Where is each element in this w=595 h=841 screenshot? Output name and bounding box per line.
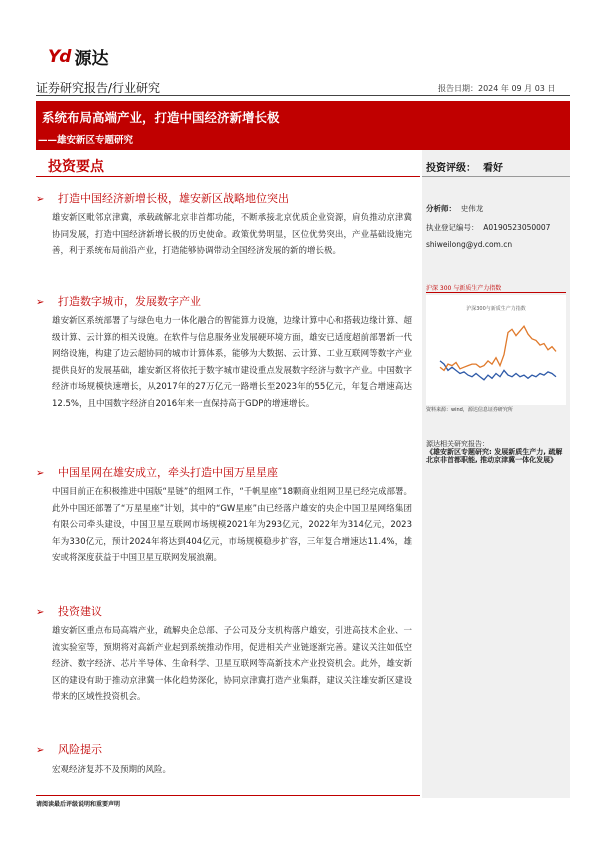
related-reports-label: 源达相关研究报告： <box>426 440 489 448</box>
chevron-right-icon: ➢ <box>36 607 45 618</box>
chart-title: 沪深300与新质生产力指数 <box>466 306 526 312</box>
sidebar <box>422 150 570 798</box>
chart-svg <box>426 295 566 405</box>
rating-divider <box>422 176 570 177</box>
heading-1: ➢ 打造中国经济新增长极，雄安新区战略地位突出 <box>36 192 289 205</box>
paragraph-2: 雄安新区系统部署了与绿色电力一体化融合的智能算力设施，边缘计算中心和搭载边缘计算、超级计算、云计算的相关设施。在软件与信息服务业发展硬环境方面，雄安已适度超前部署新一代网络设施，构建了边云超协同的城市计算体系，能够为大数据、云计算、工业互联网等数字产业提供良好的发展基础，雄安新区将依托于数字城市建设重点发展数字经济与数字产业。中国数字经济市场规模快速增长，从2017年的27万亿元一路增长至2023年的55亿元，年复合增速高达12.5%，且中国数字经济自2016年来一直保持高于GDP的增速增长。 <box>52 316 412 409</box>
analyst-line: 分析师： 史伟龙 <box>426 204 484 213</box>
heading-3: ➢ 中国星网在雄安成立，牵头打造中国万星星座 <box>36 466 278 479</box>
analyst-email: shiweilong@yd.com.cn <box>426 240 513 249</box>
registration-line: 执业登记编号： A0190523050007 <box>426 223 551 232</box>
chart-caption: 沪深 300 与新质生产力指数 <box>426 285 502 292</box>
footer-disclaimer: 请阅读最后评级说明和重要声明 <box>36 801 121 808</box>
logo-name: 源达 <box>74 49 109 69</box>
paragraph-5: 宏观经济复苏不及预期的风险。 <box>52 765 172 775</box>
header-divider <box>36 95 570 96</box>
chevron-right-icon: ➢ <box>36 468 45 479</box>
chevron-right-icon: ➢ <box>36 745 45 756</box>
heading-4: ➢ 投资建议 <box>36 605 102 618</box>
company-logo <box>48 44 108 69</box>
paragraph-1: 雄安新区毗邻京津冀，承载疏解北京非首都功能，不断承接北京优质企业资源，肩负推动京津冀协同发展，打造中国经济新增长极的历史使命。政策优势明显，区位优势突出，产业基础设施完善，利于系统布局前沿产业，打造能够协调带动全国经济发展的新的增长极。 <box>52 213 412 257</box>
report-subtitle: ——雄安新区专题研究 <box>38 135 134 146</box>
related-reports <box>426 440 568 464</box>
section-divider <box>36 176 420 177</box>
index-chart <box>426 283 566 413</box>
chevron-right-icon: ➢ <box>36 194 45 205</box>
report-date: 报告日期：2024 年 09 月 03 日 <box>438 84 556 93</box>
chevron-right-icon: ➢ <box>36 297 45 308</box>
footer-divider <box>36 795 420 796</box>
investment-rating: 投资评级： 看好 <box>426 163 503 174</box>
chart-source: 资料来源：wind，源达信息证券研究所 <box>426 407 513 413</box>
related-report-link[interactable]: 《雄安新区专题研究: 发展新质生产力, 疏解北京非首都职能, 推动京津冀一体化发展》 <box>426 448 563 464</box>
chart-caption-divider <box>426 292 566 293</box>
section-title: 投资要点 <box>48 159 104 175</box>
logo-mark: Yd <box>48 46 71 67</box>
report-title: 系统布局高端产业，打造中国经济新增长极 <box>42 110 280 125</box>
title-banner <box>36 101 570 150</box>
heading-2: ➢ 打造数字城市，发展数字产业 <box>36 295 201 308</box>
paragraph-3: 中国目前正在积极推进中国版“星链”的组网工作，“千帆星座”18颗商业组网卫星已经完成部署。此外中国还部署了“万星星座”计划，其中的“GW星座”由已经落户雄安的央企中国卫星网络集团有限公司牵头建设，中国卫星互联网市场规模2021年为293亿元，2022年为314亿元，2023年为330亿元，预计2024年将达到404亿元，市场规模稳步扩容，三年复合增速达11.4%，雄安或将深度获益于中国卫星互联网发展浪潮。 <box>52 487 412 564</box>
paragraph-4: 雄安新区重点布局高端产业，疏解央企总部、子公司及分支机构落户雄安，引进高技术企业、一流实验室等，预期将对高新产业起到系统推动作用，促进相关产业链逐渐完善。建议关注如低空经济、数字经济、芯片半导体、生命科学、卫星互联网等高新技术产业投资机会。此外，雄安新区的建设有助于推动京津冀一体化趋势深化，协同京津冀打造产业集群，建议关注雄安新区建设带来的区域性投资机会。 <box>52 626 412 703</box>
heading-5: ➢ 风险提示 <box>36 743 102 756</box>
report-category: 证券研究报告/行业研究 <box>36 81 161 95</box>
